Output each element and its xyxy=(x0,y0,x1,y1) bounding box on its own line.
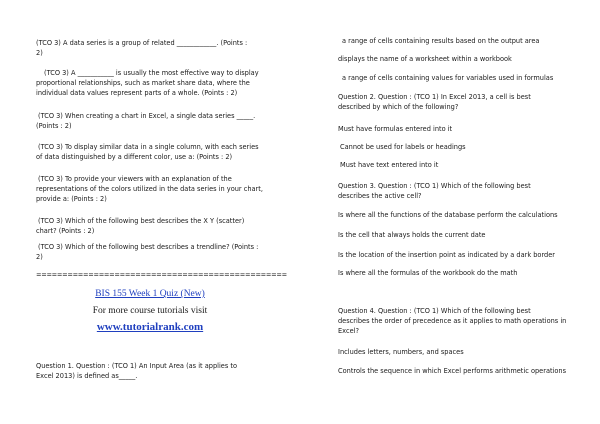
text-line: Question 3. Question : (TCO 1) Which of the following best xyxy=(338,182,531,190)
text-line: (TCO 3) To display similar data in a single column, with each series xyxy=(38,143,259,151)
text-line: Is where all the formulas of the workbook do the math xyxy=(338,269,518,277)
text-line: Question 2. Question : (TCO 1) In Excel 2013, a cell is best xyxy=(338,93,531,101)
text-line: 2) xyxy=(36,49,43,57)
text-line: provide a: (Points : 2) xyxy=(36,195,107,203)
text-line: Question 4. Question : (TCO 1) Which of the following best xyxy=(338,307,531,315)
question-item xyxy=(36,111,255,131)
text-line: (TCO 3) A ___________ is usually the most effective way to display xyxy=(44,69,259,77)
answer-option xyxy=(338,250,555,260)
answer-option xyxy=(338,347,464,357)
question-item xyxy=(36,68,259,98)
answer-option xyxy=(338,54,512,64)
text-line: 2) xyxy=(36,253,43,261)
text-line: Is where all the functions of the database perform the calculations xyxy=(338,211,558,219)
promo-subtitle-block xyxy=(0,305,300,318)
text-line: (TCO 3) Which of the following best describes the X Y (scatter) xyxy=(38,217,245,225)
promo-subtitle: For more course tutorials visit xyxy=(92,306,208,316)
answer-option xyxy=(338,230,486,240)
question-item xyxy=(36,142,259,162)
text-line: (TCO 3) A data series is a group of related ____________. (Points : xyxy=(36,39,248,47)
text-line: chart? (Points : 2) xyxy=(36,227,95,235)
text-line: proportional relationships, such as market share data, where the xyxy=(36,79,250,87)
question-item xyxy=(36,216,244,236)
promo-block xyxy=(0,288,300,301)
question-2 xyxy=(338,92,531,112)
text-line: a range of cells containing values for variables used in formulas xyxy=(342,74,554,82)
text-line: described by which of the following? xyxy=(338,103,459,111)
promo-url-link[interactable]: www.tutorialrank.com xyxy=(96,321,204,333)
separator-rule: ================================================ xyxy=(36,271,287,279)
text-line: (Points : 2) xyxy=(36,122,72,130)
text-line: a range of cells containing results based on the output area xyxy=(342,37,540,45)
text-line: Must have formulas entered into it xyxy=(338,125,453,133)
answer-option xyxy=(338,124,452,134)
answer-option xyxy=(338,210,558,220)
text-line: Excel? xyxy=(338,327,359,335)
text-line: Is the cell that always holds the current date xyxy=(338,231,486,239)
text-line: (TCO 3) When creating a chart in Excel, a single data series _____. xyxy=(38,112,256,120)
promo-url-block xyxy=(0,320,300,334)
text-line: Controls the sequence in which Excel performs arithmetic operations xyxy=(338,367,567,375)
promo-title-link[interactable]: BIS 155 Week 1 Quiz (New) xyxy=(95,289,205,299)
answer-option xyxy=(342,73,553,83)
text-line: describes the order of precedence as it applies to math operations in xyxy=(338,317,567,325)
text-line: (TCO 3) Which of the following best describes a trendline? (Points : xyxy=(38,243,259,251)
text-line: Must have text entered into it xyxy=(340,161,439,169)
text-line: (TCO 3) To provide your viewers with an explanation of the xyxy=(38,175,232,183)
text-line: Cannot be used for labels or headings xyxy=(340,143,466,151)
question-1 xyxy=(36,361,237,381)
text-line: describes the active cell? xyxy=(338,192,422,200)
question-3 xyxy=(338,181,531,201)
question-item xyxy=(36,242,258,262)
text-line: Excel 2013) is defined as_____. xyxy=(36,372,138,380)
text-line: displays the name of a worksheet within a workbook xyxy=(338,55,512,63)
question-item xyxy=(36,174,263,204)
answer-option xyxy=(342,36,539,46)
question-item xyxy=(36,38,247,58)
text-line: Question 1. Question : (TCO 1) An Input Area (as it applies to xyxy=(36,362,238,370)
text-line: Includes letters, numbers, and spaces xyxy=(338,348,464,356)
answer-option xyxy=(340,160,438,170)
answer-option xyxy=(338,366,566,376)
text-line: individual data values represent parts of a whole. (Points : 2) xyxy=(36,89,238,97)
answer-option xyxy=(338,268,517,278)
question-4 xyxy=(338,306,566,336)
text-line: representations of the colors utilized in the data series in your chart, xyxy=(36,185,263,193)
text-line: of data distinguished by a different color, use a: (Points : 2) xyxy=(36,153,233,161)
text-line: Is the location of the insertion point as indicated by a dark border xyxy=(338,251,556,259)
answer-option xyxy=(340,142,466,152)
